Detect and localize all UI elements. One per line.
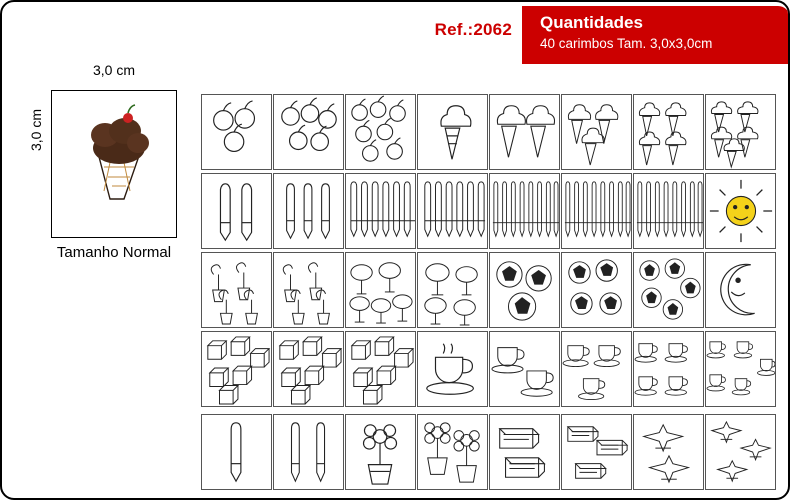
stamp-cell[interactable] [705,331,776,407]
stamp-cell[interactable] [705,252,776,328]
stamp-cell[interactable] [345,414,416,490]
quantity-subtitle: 40 carimbos Tam. 3,0x3,0cm [540,36,713,51]
stamp-cell[interactable] [561,94,632,170]
stamp-cell[interactable] [201,331,272,407]
stamp-cell[interactable] [273,414,344,490]
stamp-grid [201,94,779,407]
stamp-cell[interactable] [705,94,776,170]
stamp-cell[interactable] [489,331,560,407]
stamp-cell[interactable] [417,331,488,407]
stamp-cell[interactable] [201,94,272,170]
stamp-cell[interactable] [417,414,488,490]
stamp-cell[interactable] [561,331,632,407]
stamp-cell[interactable] [489,414,560,490]
stamp-cell[interactable] [633,331,704,407]
stamp-cell[interactable] [201,252,272,328]
sample-width-label: 3,0 cm [92,62,135,78]
stamp-cell[interactable] [633,252,704,328]
stamp-cell[interactable] [417,173,488,249]
stamp-grid-row5 [201,414,779,490]
stamp-cell[interactable] [201,173,272,249]
stamp-cell[interactable] [201,414,272,490]
quantity-title: Quantidades [540,13,643,32]
sample-height-label: 3,0 cm [28,109,44,152]
stamp-cell[interactable] [345,252,416,328]
stamp-cell[interactable] [561,173,632,249]
sample-caption: Tamanho Normal [56,244,172,261]
stamp-cell[interactable] [633,94,704,170]
stamp-cell[interactable] [273,94,344,170]
stamp-cell[interactable] [633,173,704,249]
ice-cream-cone-icon [52,226,178,243]
stamp-cell[interactable] [345,94,416,170]
stamp-cell[interactable] [561,252,632,328]
stamp-cell[interactable] [345,173,416,249]
stamp-cell[interactable] [705,173,776,249]
stamp-cell[interactable] [705,414,776,490]
stamp-cell[interactable] [489,94,560,170]
stamp-cell[interactable] [561,414,632,490]
stamp-cell[interactable] [633,414,704,490]
stamp-cell[interactable] [417,252,488,328]
quantity-badge [522,6,790,64]
stamp-cell[interactable] [345,331,416,407]
stamp-cell[interactable] [273,252,344,328]
sample-stamp-box [51,90,177,238]
stamp-cell[interactable] [417,94,488,170]
stamp-cell[interactable] [489,173,560,249]
reference-label: Ref.:2062 [434,20,512,39]
stamp-cell[interactable] [489,252,560,328]
stamp-cell[interactable] [273,331,344,407]
stamp-cell[interactable] [273,173,344,249]
